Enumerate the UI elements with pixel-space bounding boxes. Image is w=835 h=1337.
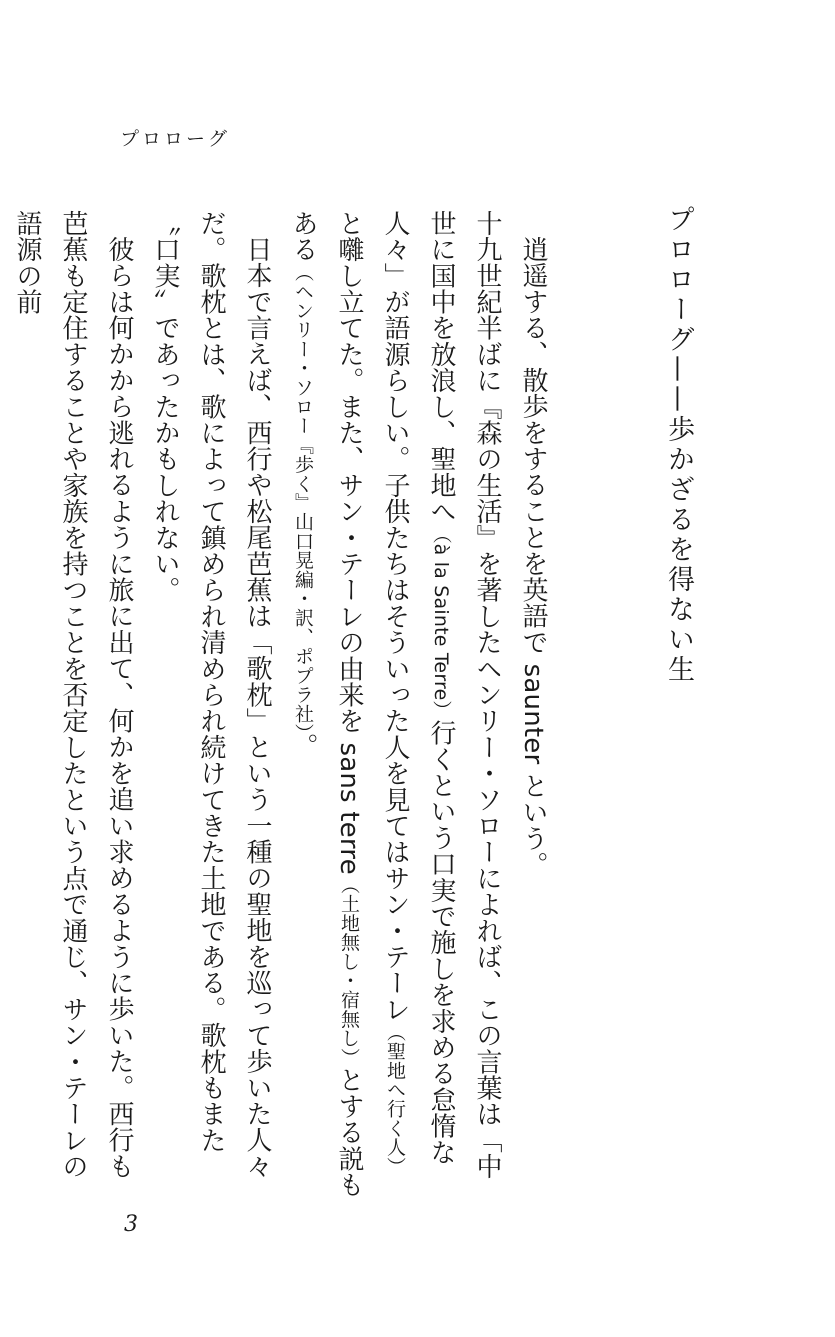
thoreau-text-3: と囃し立てた。また、サン・テーレの由来を sans terre [334,210,364,875]
paragraph-utamakura: 日本で言えば、西行や松尾芭蕉は「歌枕」という一種の聖地を巡って歩いた人々だ。歌枕とは、歌によって鎮められ清められ続けてきた土地である。歌枕もまた〝口実〟であったかもしれない。 [150,210,272,1180]
thoreau-french-note: （à la Sainte Terre） [430,524,452,720]
thoreau-text-4: とする説もある [288,210,364,1198]
thoreau-citation: （ヘンリー・ソロー『歩く』山口晃編・訳、ポプラ社） [292,262,314,733]
running-head: プロローグ [120,128,231,150]
thoreau-text-5: 。 [288,732,318,760]
paragraph-saigyo-basho: 彼らは何かから逃れるように旅に出て、何かを追い求めるように歩いた。西行も芭蕉も定住することや家族を持つことを否定したという点で通じ、サン・テーレの語源の前 [12,210,134,1180]
page-number: 3 [124,1212,138,1237]
body-text [12,210,556,1200]
paragraph-saunter: 逍遥する、散歩をすることを英語で saunter という。 [518,236,548,878]
thoreau-text-1: 十九世紀半ばに『森の生活』を著したヘンリー・ソローによれば、この言葉は「中世に国中を放浪し、聖地へ [426,210,502,1180]
thoreau-landless-note: （土地無し・宿無し） [338,874,360,1067]
chapter-title: プロローグ——歩かざるを得ない生 [663,205,694,685]
thoreau-pilgrim-note: （聖地へ行く人） [384,1022,406,1176]
paragraph-thoreau [280,210,510,1200]
thoreau-text-2: 行くという口実で施しを求める怠惰な人々」が語源らしい。子供たちはそういった人を見てはサン・テーレ [380,210,456,1166]
